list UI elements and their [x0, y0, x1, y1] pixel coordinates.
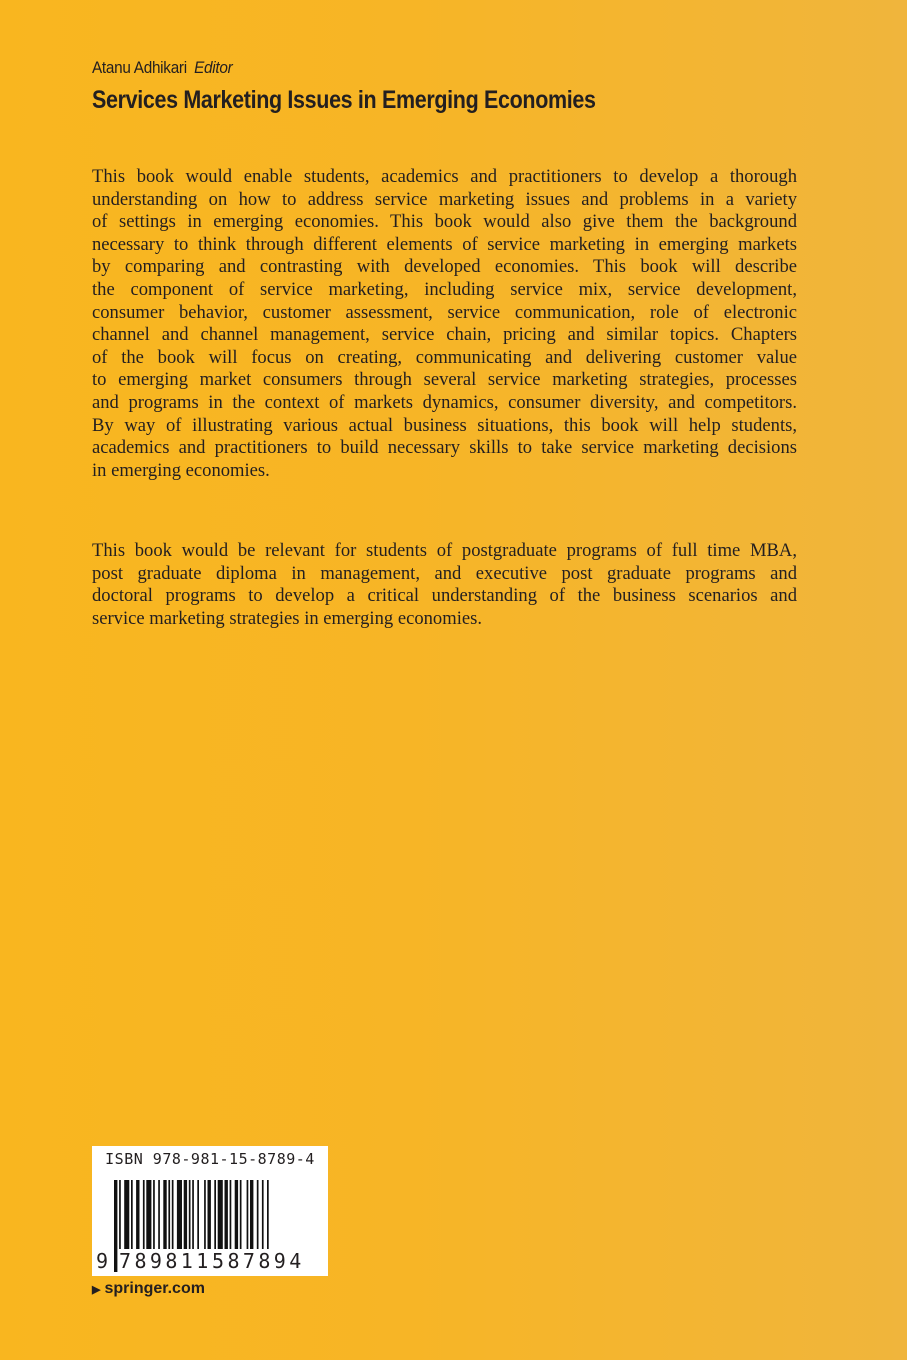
- isbn-label: ISBN 978-981-15-8789-4: [105, 1150, 315, 1168]
- text-line: This book would be relevant for students of postgraduate programs of full time MBA,: [92, 540, 797, 561]
- text-line: By way of illustrating various actual business situations, this book will help students,: [92, 414, 797, 436]
- barcode-bar: [240, 1180, 242, 1250]
- description-paragraph-1: [92, 166, 797, 482]
- barcode-bar: [177, 1180, 182, 1250]
- barcode-bar: [136, 1180, 139, 1250]
- editor-line: [92, 58, 232, 78]
- barcode-bar: [143, 1180, 145, 1250]
- barcode-bar: [230, 1180, 232, 1250]
- barcode-bar: [208, 1180, 211, 1250]
- barcode-bar: [189, 1180, 191, 1250]
- barcode-digits-right: 587894: [212, 1249, 305, 1273]
- text-line: channel and channel management, service chain, pricing and similar topics. Chapters: [92, 324, 797, 346]
- barcode-bar: [158, 1180, 160, 1250]
- text-line: post graduate diploma in management, and executive post graduate programs and: [92, 562, 797, 584]
- text-line: This book would enable students, academics and practitioners to develop a thorough: [92, 166, 797, 187]
- triangle-right-icon: ▶: [92, 1284, 101, 1296]
- barcode-bar: [146, 1180, 151, 1250]
- barcode-bar: [168, 1180, 170, 1250]
- barcode-bar: [262, 1180, 264, 1250]
- barcode-bar: [124, 1180, 129, 1250]
- barcode-bar: [250, 1180, 253, 1250]
- barcode-bar: [218, 1180, 223, 1250]
- text-line: doctoral programs to develop a critical understanding of the business scenarios and: [92, 585, 797, 607]
- isbn-barcode: [92, 1146, 328, 1276]
- book-title: Services Marketing Issues in Emerging Economies: [92, 86, 596, 114]
- text-line: consumer behavior, customer assessment, service communication, role of electronic: [92, 301, 797, 323]
- barcode-bar: [153, 1180, 155, 1250]
- editor-name: Atanu Adhikari: [92, 58, 187, 77]
- text-line: necessary to think through different elements of service marketing in emerging markets: [92, 233, 797, 255]
- barcode-bar: [172, 1180, 174, 1250]
- publisher-link[interactable]: [92, 1280, 205, 1298]
- text-line: of the book will focus on creating, communicating and delivering customer value: [92, 346, 797, 368]
- barcode-bar: [214, 1180, 216, 1250]
- barcode-digit-first: 9: [96, 1249, 112, 1273]
- text-line: of settings in emerging economies. This book would also give them the background: [92, 211, 797, 233]
- barcode-bar: [197, 1180, 199, 1250]
- text-line: the component of service marketing, including service mix, service development,: [92, 278, 797, 300]
- barcode-bar: [257, 1180, 259, 1250]
- barcode-bar: [131, 1180, 133, 1250]
- barcode-bar: [114, 1180, 117, 1272]
- barcode-bar: [163, 1180, 166, 1250]
- barcode-bar: [225, 1180, 228, 1250]
- barcode-digits-left: 789811: [119, 1249, 212, 1273]
- barcode-bar: [204, 1180, 206, 1250]
- text-line: in emerging economies.: [92, 459, 270, 481]
- text-line: and programs in the context of markets dynamics, consumer diversity, and competitors.: [92, 391, 797, 413]
- text-line: academics and practitioners to build necessary skills to take service marketing decisions: [92, 437, 797, 459]
- description-paragraph-2: [92, 540, 797, 630]
- text-line: understanding on how to address service marketing issues and problems in a variety: [92, 188, 797, 210]
- barcode-bar: [235, 1180, 238, 1250]
- barcode-bar: [184, 1180, 187, 1250]
- barcode-bar: [247, 1180, 249, 1250]
- text-line: to emerging market consumers through several service marketing strategies, processes: [92, 369, 797, 391]
- text-line: by comparing and contrasting with developed economies. This book will describe: [92, 256, 797, 278]
- editor-role: Editor: [194, 58, 233, 77]
- text-line: service marketing strategies in emerging economies.: [92, 607, 482, 629]
- publisher-link-text: springer.com: [104, 1280, 205, 1297]
